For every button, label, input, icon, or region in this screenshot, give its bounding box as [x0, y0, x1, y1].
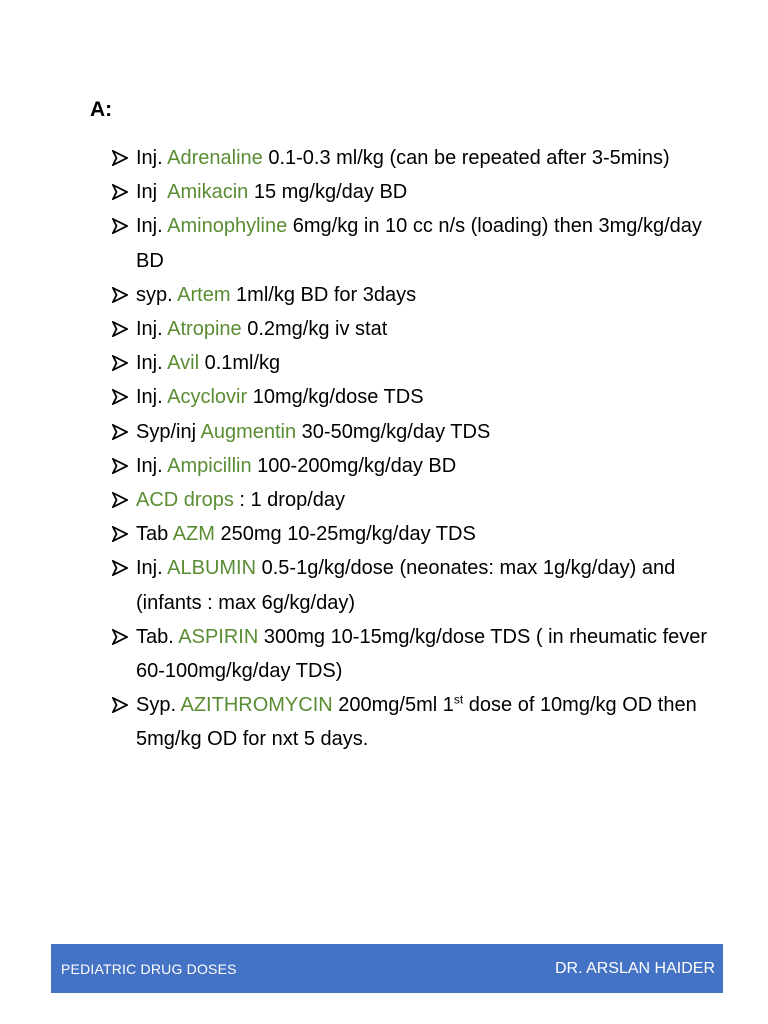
- dose-text: 6mg/kg in 10 cc n/s (loading) then 3mg/kg/day BD: [136, 215, 702, 272]
- footer-author: DR. ARSLAN HAIDER: [554, 959, 715, 977]
- drug-name: Aminophyline: [167, 215, 288, 238]
- dose-prefix: Tab: [136, 523, 173, 546]
- list-item: [112, 449, 712, 483]
- list-item: [112, 175, 712, 209]
- list-item: [112, 415, 712, 449]
- arrowhead-bullet-icon: [112, 380, 132, 414]
- drug-name: AZITHROMYCIN: [180, 694, 333, 717]
- drug-name: ACD drops: [136, 489, 234, 512]
- drug-name: Amikacin: [167, 181, 249, 204]
- dose-text: 0.2mg/kg iv stat: [241, 318, 388, 341]
- list-item: [112, 551, 712, 619]
- arrowhead-bullet-icon: [112, 346, 132, 380]
- arrowhead-bullet-icon: [112, 312, 132, 346]
- arrowhead-bullet-icon: [112, 278, 132, 312]
- arrowhead-bullet-icon: [112, 209, 132, 243]
- dose-prefix: Inj.: [136, 352, 168, 375]
- dose-text: 100-200mg/kg/day BD: [251, 454, 457, 477]
- dose-text: 10mg/kg/dose TDS: [247, 386, 424, 409]
- list-item: [112, 380, 712, 414]
- dose-prefix: Syp/inj: [136, 420, 201, 443]
- footer-title: PEDIATRIC DRUG DOSES: [61, 960, 237, 977]
- arrowhead-bullet-icon: [112, 620, 132, 654]
- dose-prefix: Inj: [136, 181, 168, 204]
- list-item: [112, 346, 712, 380]
- dose-prefix: Inj.: [136, 318, 168, 341]
- arrowhead-bullet-icon: [112, 141, 132, 175]
- dose-text: 300mg 10-15mg/kg/dose TDS ( in rheumatic fever 60-100mg/kg/day TDS): [136, 625, 708, 683]
- dose-text: 30-50mg/kg/day TDS: [296, 420, 491, 443]
- arrowhead-bullet-icon: [112, 175, 132, 209]
- drug-name: Adrenaline: [167, 147, 263, 169]
- arrowhead-bullet-icon: [112, 415, 132, 449]
- drug-name: Acyclovir: [167, 386, 248, 409]
- drug-name: Atropine: [167, 318, 242, 341]
- drug-name: AZM: [172, 523, 215, 546]
- arrowhead-bullet-icon: [112, 517, 132, 551]
- drug-dose-list: [112, 141, 712, 757]
- list-item: [112, 312, 712, 346]
- dose-text: 0.1ml/kg: [199, 352, 281, 375]
- list-item: [112, 278, 712, 312]
- dose-prefix: Syp.: [136, 694, 181, 717]
- dose-prefix: Inj.: [136, 147, 168, 169]
- list-item: [112, 620, 712, 688]
- dose-text: 0.1-0.3 ml/kg (can be repeated after 3-5mins): [262, 147, 670, 169]
- page-footer: [51, 944, 723, 993]
- list-item: [112, 209, 712, 277]
- list-item: [112, 483, 712, 517]
- list-item: [112, 517, 712, 551]
- dose-text: 250mg 10-25mg/kg/day TDS: [214, 523, 476, 546]
- arrowhead-bullet-icon: [112, 449, 132, 483]
- dose-text: 1ml/kg BD for 3days: [230, 283, 417, 306]
- drug-name: ASPIRIN: [178, 625, 259, 648]
- drug-name: Augmentin: [200, 420, 297, 443]
- section-heading: A:: [90, 98, 113, 121]
- drug-name: ALBUMIN: [167, 557, 257, 580]
- dose-prefix: Inj.: [136, 557, 168, 580]
- drug-name: Artem: [177, 283, 231, 306]
- dose-text: 200mg/5ml 1: [332, 694, 454, 717]
- arrowhead-bullet-icon: [112, 483, 132, 517]
- dose-prefix: Inj.: [136, 454, 168, 477]
- ordinal-superscript: st: [453, 692, 464, 707]
- dose-text-continued: dose of 10mg/kg OD then 5mg/kg OD for nxt 5 days.: [136, 694, 697, 751]
- drug-name: Avil: [167, 352, 200, 375]
- arrowhead-bullet-icon: [112, 551, 132, 585]
- arrowhead-bullet-icon: [112, 688, 132, 722]
- list-item: [112, 141, 712, 175]
- dose-text: 0.5-1g/kg/dose (neonates: max 1g/kg/day) and (infants : max 6g/kg/day): [136, 557, 676, 614]
- dose-prefix: Tab.: [136, 625, 179, 648]
- list-item: [112, 688, 712, 756]
- dose-text: 15 mg/kg/day BD: [248, 181, 408, 204]
- drug-name: Ampicillin: [167, 454, 252, 477]
- dose-prefix: Inj.: [136, 386, 168, 409]
- dose-prefix: Inj.: [136, 215, 168, 238]
- dose-text: : 1 drop/day: [233, 489, 345, 512]
- dose-prefix: syp.: [136, 283, 178, 306]
